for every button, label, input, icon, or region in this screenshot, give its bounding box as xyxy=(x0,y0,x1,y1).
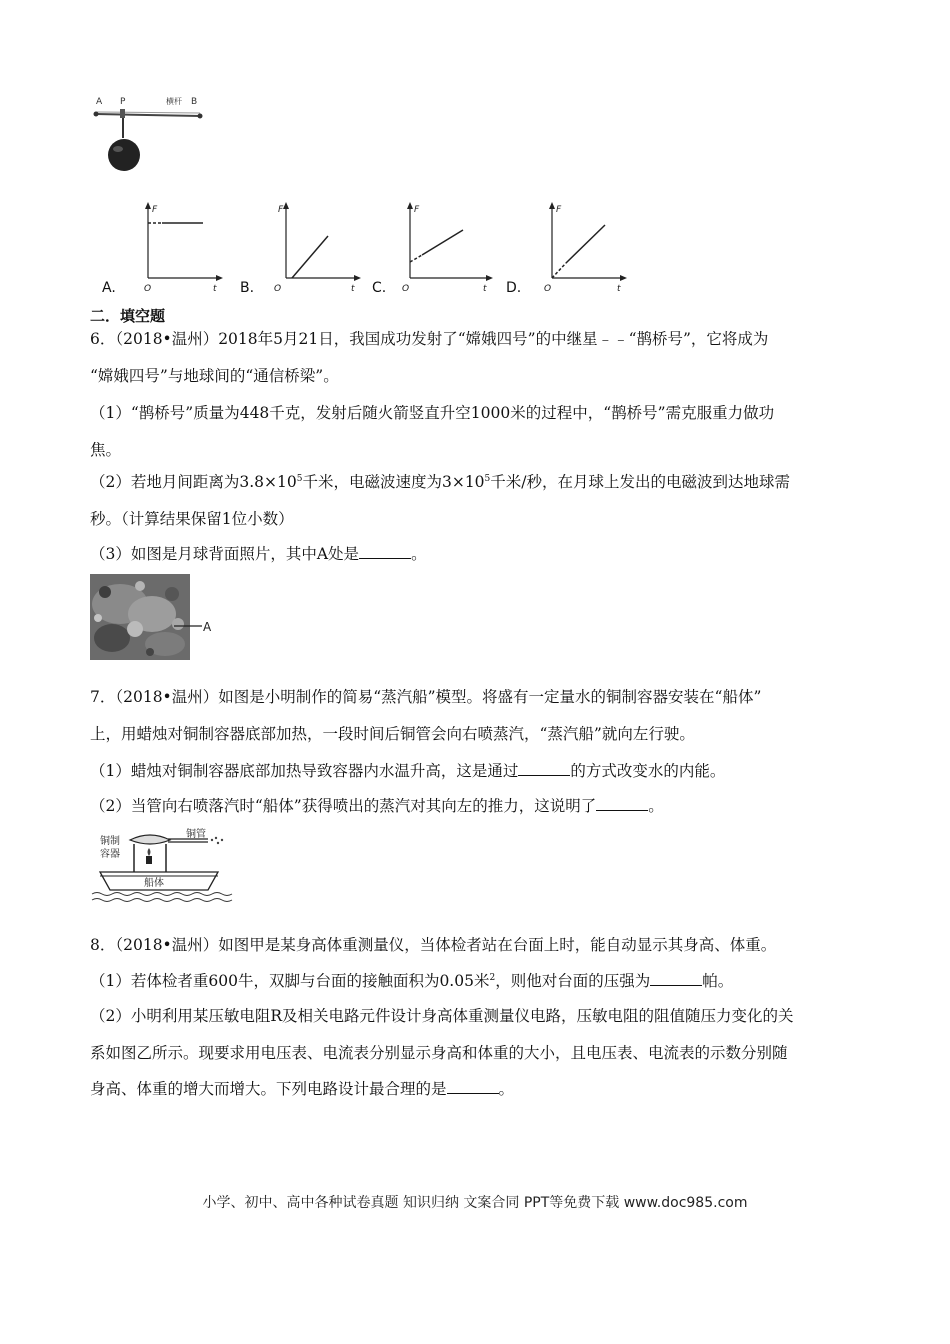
q8-part-1-pre: （1）若体检者重600牛，双脚与台面的接触面积为0.05米 xyxy=(90,972,490,990)
q7-part-2 xyxy=(90,795,664,816)
q7-part-2-pre: （2）当管向右喷落汽时“船体”获得喷出的蒸汽对其向左的推力，这说明了 xyxy=(90,797,597,815)
option-b-letter: B. xyxy=(240,280,255,296)
option-d-letter: D. xyxy=(506,280,522,296)
tube-label: 铜管 xyxy=(186,829,206,840)
q6-part-3-pre: （3）如图是月球背面照片，其中A处是 xyxy=(90,545,360,563)
graph-option-c xyxy=(370,200,500,298)
rod-label: 横杆 xyxy=(166,97,182,106)
option-a-t: t xyxy=(213,284,217,294)
q6-part-3-blank xyxy=(359,543,411,559)
q8-part-2-blank xyxy=(447,1078,499,1094)
steam-boat-figure xyxy=(90,826,240,906)
q6-part-2-exp-1: 5 xyxy=(296,473,303,484)
graph-option-b xyxy=(238,200,368,298)
q6-part-2-line-2: 秒。（计算结果保留1位小数） xyxy=(90,510,294,528)
q8-part-1 xyxy=(90,970,733,991)
q6-part-1-line-2: 焦。 xyxy=(90,441,122,459)
point-p-label: P xyxy=(120,97,126,107)
option-c-letter: C. xyxy=(372,280,387,296)
q6-part-2-pre: （2）若地月间距离为3.8×10 xyxy=(90,473,297,491)
lever-ball-figure xyxy=(88,92,218,177)
graph-option-d xyxy=(504,200,634,298)
q8-part-2-line-3-pre: 身高、体重的增大而增大。下列电路设计最合理的是 xyxy=(90,1080,447,1098)
q8-part-1-exp: 2 xyxy=(489,972,496,983)
q7-part-2-post: 。 xyxy=(648,797,664,815)
q6-part-3-post: 。 xyxy=(411,545,427,563)
q6-stem-line-1: 6．（2018•温州）2018年5月21日，我国成功发射了“嫦娥四号”的中继星﹣﹣“鹊桥号”，它将成为 xyxy=(90,330,769,348)
graph-option-a xyxy=(100,200,230,298)
q8-part-1-mid: ，则他对台面的压强为 xyxy=(495,972,651,990)
option-c-f: F xyxy=(414,205,420,215)
q6-part-2-line-1 xyxy=(90,472,790,492)
q7-stem-line-1: 7．（2018•温州）如图是小明制作的简易“蒸汽船”模型。将盛有一定量水的铜制容器安装在“船体” xyxy=(90,688,762,706)
q8-part-2-line-2: 系如图乙所示。现要求用电压表、电流表分别显示身高和体重的大小，且电压表、电流表的示数分别随 xyxy=(90,1044,788,1062)
option-a-o: O xyxy=(144,284,152,294)
moon-far-side-photo xyxy=(90,574,220,660)
q7-part-1-blank xyxy=(518,760,570,776)
point-a-label: A xyxy=(96,97,103,107)
q8-part-2-line-1: （2）小明利用某压敏电阻R及相关电路元件设计身高体重测量仪电路，压敏电阻的阻值随压力变化的关 xyxy=(90,1007,794,1025)
section-title: 二．填空题 xyxy=(90,307,166,325)
option-d-o: O xyxy=(544,284,552,294)
hull-label: 船体 xyxy=(144,878,164,889)
container-label-1: 铜制 xyxy=(100,836,120,847)
option-b-t: t xyxy=(351,284,355,294)
q8-stem: 8．（2018•温州）如图甲是某身高体重测量仪，当体检者站在台面上时，能自动显示其身高、体重。 xyxy=(90,936,777,954)
q6-part-2-post: 千米/秒，在月球上发出的电磁波到达地球需 xyxy=(490,473,791,491)
page-footer: 小学、初中、高中各种试卷真题 知识归纳 文案合同 PPT等免费下载 www.doc985.com xyxy=(202,1195,748,1211)
q6-part-1-line-1: （1）“鹊桥号”质量为448千克，发射后随火箭竖直升空1000米的过程中，“鹊桥号”需克服重力做功 xyxy=(90,404,775,422)
option-c-t: t xyxy=(483,284,487,294)
q7-part-1-post: 的方式改变水的内能。 xyxy=(570,762,726,780)
q7-part-1 xyxy=(90,760,725,781)
option-d-f: F xyxy=(556,205,562,215)
q6-part-2-exp-2: 5 xyxy=(484,473,491,484)
container-label-2: 容器 xyxy=(100,849,120,860)
q6-part-2-mid: 千米，电磁波速度为3×10 xyxy=(302,473,485,491)
moon-photo-a-label: A xyxy=(203,620,212,634)
q8-part-2-line-3 xyxy=(90,1078,514,1099)
option-b-f: F xyxy=(278,205,284,215)
option-a-f: F xyxy=(152,205,158,215)
option-d-t: t xyxy=(617,284,621,294)
q6-part-3 xyxy=(90,543,427,564)
q7-stem-line-2: 上，用蜡烛对铜制容器底部加热，一段时间后铜管会向右喷蒸汽，“蒸汽船”就向左行驶。 xyxy=(90,725,695,743)
q8-part-1-post: 帕。 xyxy=(702,972,734,990)
q8-part-2-line-3-post: 。 xyxy=(498,1080,515,1098)
q7-part-1-pre: （1）蜡烛对铜制容器底部加热导致容器内水温升高，这是通过 xyxy=(90,762,519,780)
point-b-label: B xyxy=(191,97,198,107)
q8-part-1-blank xyxy=(650,970,702,986)
q7-part-2-blank xyxy=(596,795,648,811)
option-c-o: O xyxy=(402,284,410,294)
option-a-letter: A. xyxy=(102,280,116,296)
option-b-o: O xyxy=(274,284,282,294)
q6-stem-line-2: “嫦娥四号”与地球间的“通信桥梁”。 xyxy=(90,367,339,385)
graph-options xyxy=(100,200,640,300)
